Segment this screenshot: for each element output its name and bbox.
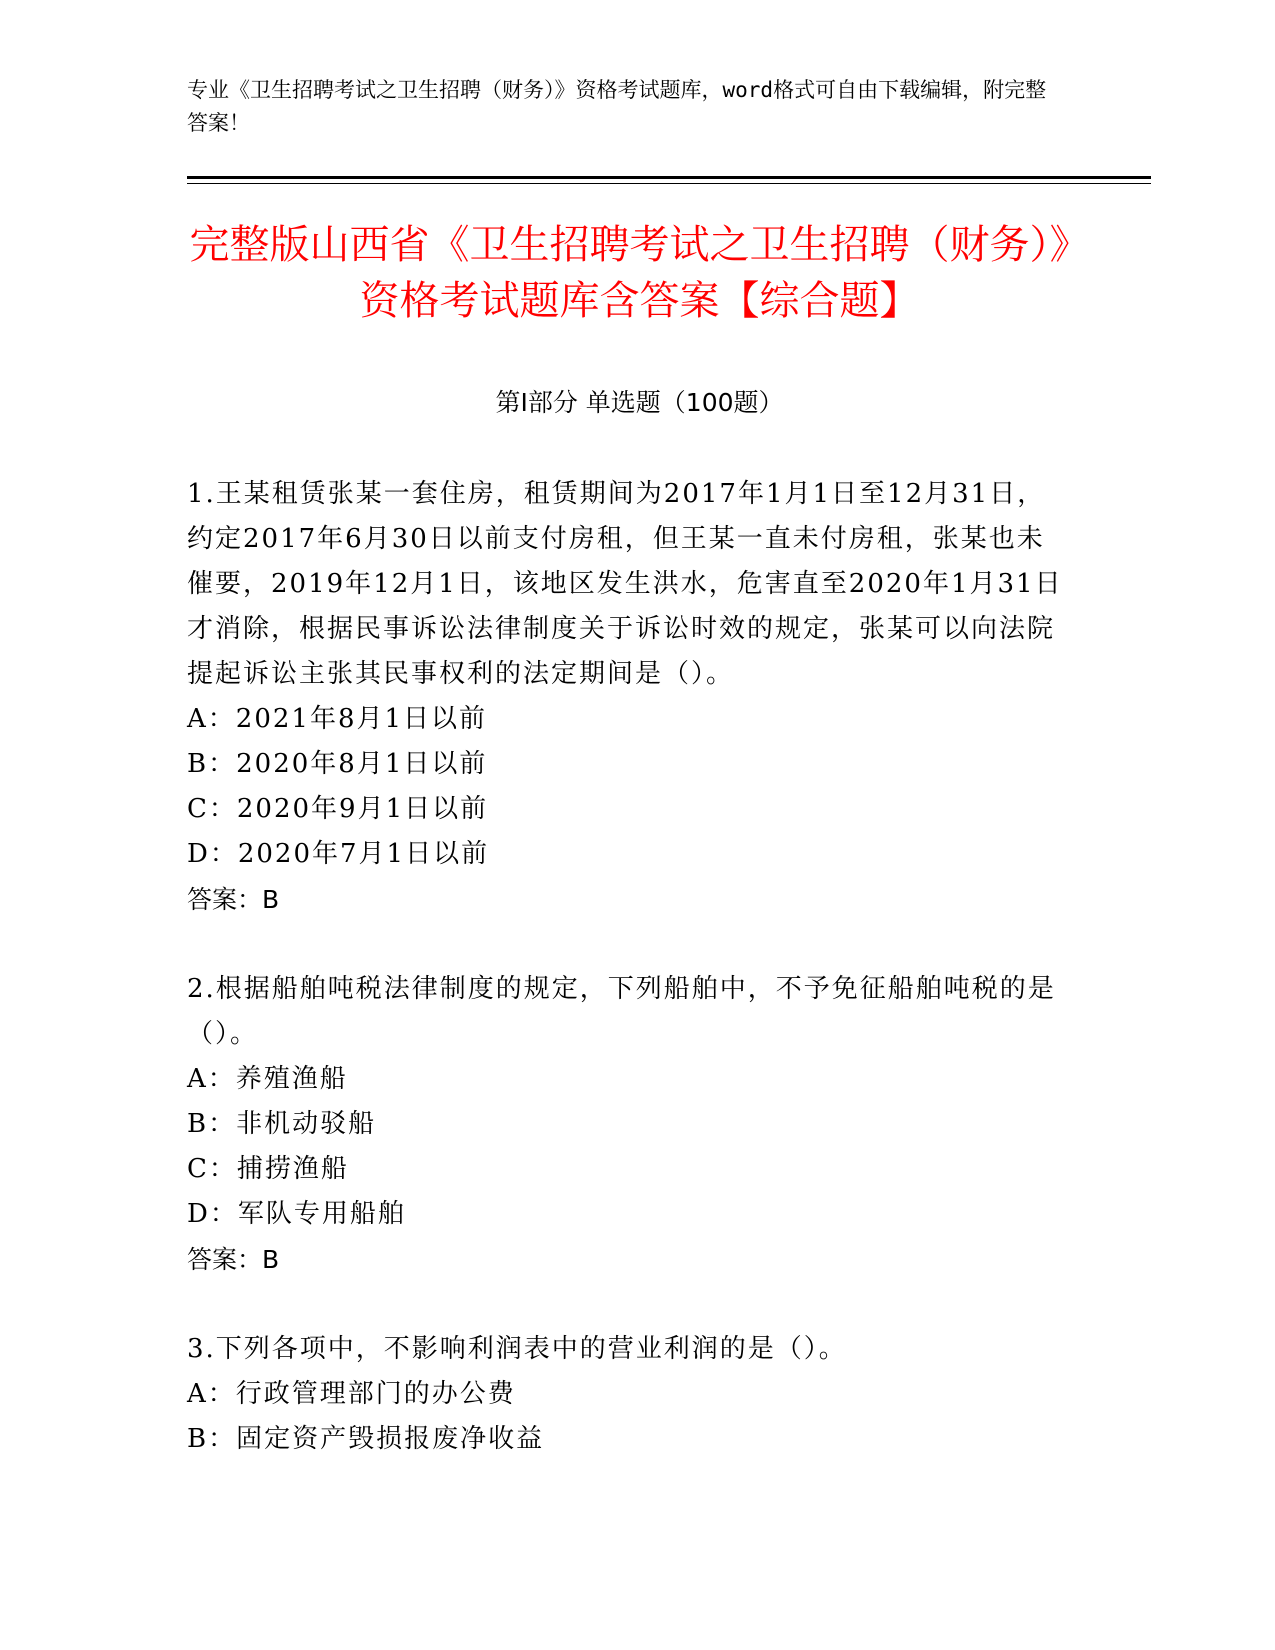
header-divider-thick [187,176,1151,179]
option-b: B：2020年8月1日以前 [187,749,488,779]
option-b: B：非机动驳船 [187,1109,377,1139]
answer: 答案：B [187,1245,280,1274]
option-d: D：2020年7月1日以前 [187,839,490,869]
option-list [187,1372,1067,1462]
question-stem: 3.下列各项中，不影响利润表中的营业利润的是（）。 [187,1334,847,1364]
section-title: 第Ⅰ部分 单选题（100题） [495,388,784,417]
option-list [187,1057,1067,1237]
option-a: A：2021年8月1日以前 [187,704,488,734]
option-a: A：行政管理部门的办公费 [187,1379,516,1409]
option-c: C：捕捞渔船 [187,1154,349,1184]
option-list [187,697,1067,877]
header-divider-thin [187,183,1151,184]
question-stem: 2.根据船舶吨税法律制度的规定，下列船舶中，不予免征船舶吨税的是（）。 [187,974,1056,1049]
header-note: 专业《卫生招聘考试之卫生招聘（财务）》资格考试题库，word格式可自由下载编辑，附完整答案！ [187,78,1047,135]
document-title: 完整版山西省《卫生招聘考试之卫生招聘（财务）》资格考试题库含答案【综合题】 [189,222,1090,324]
option-a: A：养殖渔船 [187,1064,348,1094]
question-stem: 1.王某租赁张某一套住房，租赁期间为2017年1月1日至12月31日，约定2017年6月30日以前支付房租，但王某一直未付房租，张某也未催要，2019年12月1日，该地区发生洪水，危害直至2020年1月31日才消除，根据民事诉讼法律制度关于诉讼时效的规定，张某可以向法院提起诉讼主张其民事权利的法定期间是（）。 [187,479,1063,689]
option-d: D：军队专用船舶 [187,1199,406,1229]
question-1 [187,472,1067,922]
option-b: B：固定资产毁损报废净收益 [187,1424,545,1454]
option-c: C：2020年9月1日以前 [187,794,489,824]
question-3 [187,1327,1067,1462]
question-list [187,472,1067,1507]
question-2 [187,967,1067,1282]
answer: 答案：B [187,885,280,914]
